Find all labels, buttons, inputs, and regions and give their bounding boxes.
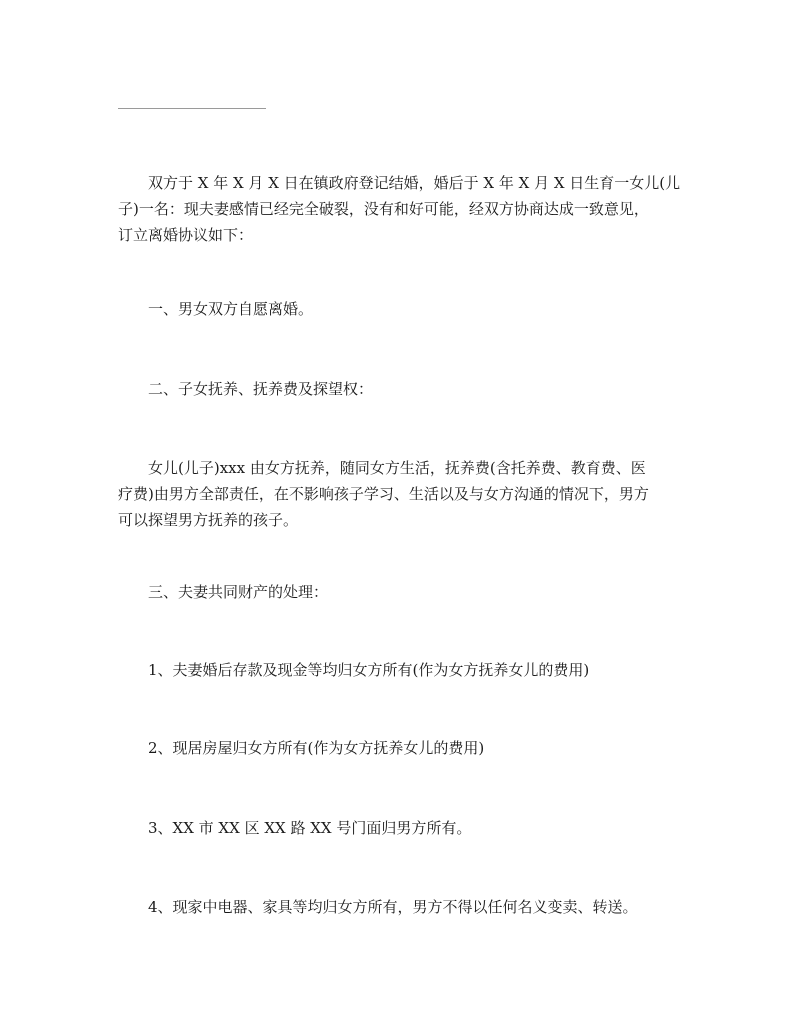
- section-2-text: 二、子女抚养、抚养费及探望权：: [148, 380, 374, 398]
- section-1-heading: [118, 296, 674, 322]
- property-item-3-text: 3、XX 市 XX 区 XX 路 XX 号门面归男方所有。: [148, 819, 472, 837]
- section-3-heading: [118, 579, 674, 605]
- custody-paragraph: [118, 455, 674, 533]
- custody-line-3: 可以探望男方抚养的孩子。: [118, 511, 299, 529]
- custody-line-1-text: 女儿(儿子)xxx 由女方抚养，随同女方生活，抚养费(含托养费、教育费、医: [148, 459, 646, 477]
- intro-line-1-text: 双方于 X 年 X 月 X 日在镇政府登记结婚，婚后于 X 年 X 月 X 日生育一女儿(儿: [148, 174, 681, 192]
- custody-line-1: [118, 455, 674, 481]
- property-item-2: [118, 735, 674, 761]
- property-item-2-text: 2、现居房屋归女方所有(作为女方抚养女儿的费用): [148, 739, 485, 757]
- section-3-text: 三、夫妻共同财产的处理：: [148, 583, 329, 601]
- intro-line-3: 订立离婚协议如下：: [118, 226, 254, 244]
- intro-paragraph: [118, 170, 681, 248]
- section-2-heading: [118, 376, 674, 402]
- header-rule: [118, 108, 266, 109]
- section-1-text: 一、男女双方自愿离婚。: [148, 300, 314, 318]
- property-item-1-text: 1、夫妻婚后存款及现金等均归女方所有(作为女方抚养女儿的费用): [148, 661, 590, 679]
- intro-line-2: 子)一名：现夫妻感情已经完全破裂，没有和好可能，经双方协商达成一致意见，: [118, 200, 649, 218]
- property-item-4-text: 4、现家中电器、家具等均归女方所有，男方不得以任何名义变卖、转送。: [148, 898, 638, 916]
- intro-line-1: [118, 170, 681, 196]
- property-item-4: [118, 894, 674, 920]
- custody-line-2: 疗费)由男方全部责任，在不影响孩子学习、生活以及与女方沟通的情况下，男方: [118, 485, 649, 503]
- property-item-3: [118, 815, 674, 841]
- property-item-1: [118, 657, 674, 683]
